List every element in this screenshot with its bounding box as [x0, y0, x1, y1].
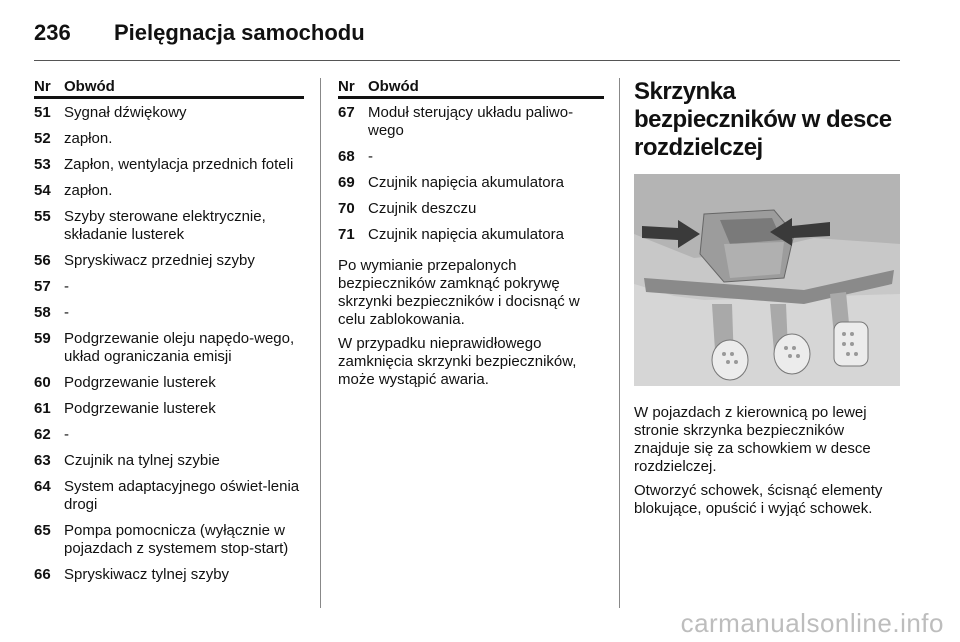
- fuse-number: 65: [34, 522, 51, 539]
- fuse-circuit: Sygnał dźwiękowy: [64, 104, 187, 121]
- fuse-circuit: -: [368, 148, 373, 165]
- fuse-number: 56: [34, 252, 51, 269]
- header-circuit: Obwód: [64, 78, 115, 95]
- fuse-circuit: Pompa pomocnicza (wyłącznie w pojazdach z systemem stop-start): [64, 522, 289, 557]
- fuse-number: 68: [338, 148, 355, 165]
- fuse-row: [34, 130, 304, 148]
- fuse-row: [34, 478, 304, 514]
- page-number: 236: [34, 20, 71, 45]
- fuse-row: [34, 522, 304, 558]
- fuse-number: 54: [34, 182, 51, 199]
- fuse-row: [34, 400, 304, 418]
- fuse-circuit: zapłon.: [64, 182, 113, 199]
- fuse-row: [338, 104, 604, 140]
- fuse-row: [338, 174, 604, 192]
- fuse-number: 64: [34, 478, 51, 495]
- fuse-circuit: Podgrzewanie oleju napędo-wego, układ ograniczania emisji: [64, 330, 295, 365]
- fuse-row: [34, 304, 304, 322]
- fuse-number: 62: [34, 426, 51, 443]
- fuse-row: [34, 426, 304, 444]
- watermark: carmanualsonline.info: [680, 608, 944, 638]
- column-divider: [619, 78, 620, 608]
- fuse-number: 58: [34, 304, 51, 321]
- fuse-box-figure: [634, 174, 900, 386]
- section-paragraph: Otworzyć schowek, ścisnąć elementy blokujące, opuścić i wyjąć schowek.: [634, 482, 883, 517]
- fuse-number: 63: [34, 452, 51, 469]
- middle-paragraph: Po wymianie przepalonych bezpieczników zamknąć pokrywę skrzynki bezpieczników i docisnąć w celu zablokowania.: [338, 257, 580, 328]
- fuse-circuit: Szyby sterowane elektrycznie, składanie lusterek: [64, 208, 266, 243]
- header-nr: Nr: [34, 78, 51, 95]
- fuse-number: 59: [34, 330, 51, 347]
- fuse-number: 51: [34, 104, 51, 121]
- fuse-circuit: Czujnik na tylnej szybie: [64, 452, 220, 469]
- fuse-number: 61: [34, 400, 51, 417]
- fuse-number: 70: [338, 200, 355, 217]
- fuse-row: [34, 208, 304, 244]
- fuse-circuit: Spryskiwacz przedniej szyby: [64, 252, 255, 269]
- fuse-table-right: [338, 78, 604, 395]
- fuse-number: 57: [34, 278, 51, 295]
- fuse-row: [34, 330, 304, 366]
- fuse-table-left: [34, 78, 304, 592]
- header-nr: Nr: [338, 78, 355, 95]
- fuse-circuit: zapłon.: [64, 130, 113, 147]
- fuse-number: 71: [338, 226, 355, 243]
- fuse-rows-right: [338, 104, 604, 244]
- fuse-row: [34, 182, 304, 200]
- fuse-row: [34, 566, 304, 584]
- fuse-rows-left: [34, 104, 304, 584]
- fuse-circuit: Spryskiwacz tylnej szyby: [64, 566, 230, 583]
- fuse-row: [34, 156, 304, 174]
- fuse-circuit: Czujnik napięcia akumulatora: [368, 226, 564, 243]
- fuse-circuit: Moduł sterujący układu paliwo-wego: [368, 104, 574, 139]
- header-rule: [34, 60, 900, 61]
- fuse-number: 52: [34, 130, 51, 147]
- header-circuit: Obwód: [368, 78, 419, 95]
- section-heading: Skrzynka bezpieczników w desce rozdzielczej: [634, 78, 892, 161]
- middle-paragraph: W przypadku nieprawidłowego zamknięcia skrzynki bezpieczników, może wystąpić awaria.: [338, 335, 577, 388]
- table-header: [338, 78, 604, 99]
- section-column: [634, 78, 902, 524]
- fuse-row: [338, 148, 604, 166]
- table-header: [34, 78, 304, 99]
- fuse-row: [34, 278, 304, 296]
- fuse-circuit: System adaptacyjnego oświet-lenia drogi: [64, 478, 300, 513]
- fuse-circuit: -: [64, 426, 69, 443]
- fuse-circuit: -: [64, 278, 69, 295]
- fuse-number: 69: [338, 174, 355, 191]
- column-divider: [320, 78, 321, 608]
- fuse-circuit: Czujnik deszczu: [368, 200, 477, 217]
- fuse-circuit: Czujnik napięcia akumulatora: [368, 174, 564, 191]
- page-title: Pielęgnacja samochodu: [114, 20, 365, 45]
- fuse-circuit: -: [64, 304, 69, 321]
- section-paragraph: W pojazdach z kierownicą po lewej stronie skrzynka bezpieczników znajduje się za schowkiem w desce rozdzielczej.: [634, 404, 871, 475]
- fuse-row: [338, 226, 604, 244]
- fuse-row: [34, 374, 304, 392]
- fuse-circuit: Zapłon, wentylacja przednich foteli: [64, 156, 294, 173]
- fuse-row: [34, 252, 304, 270]
- fuse-row: [34, 452, 304, 470]
- fuse-number: 53: [34, 156, 51, 173]
- fuse-circuit: Podgrzewanie lusterek: [64, 374, 216, 391]
- fuse-number: 66: [34, 566, 51, 583]
- fuse-row: [338, 200, 604, 218]
- fuse-number: 55: [34, 208, 51, 225]
- dashboard-illustration: [634, 174, 900, 386]
- fuse-circuit: Podgrzewanie lusterek: [64, 400, 216, 417]
- fuse-number: 60: [34, 374, 51, 391]
- fuse-number: 67: [338, 104, 355, 121]
- fuse-row: [34, 104, 304, 122]
